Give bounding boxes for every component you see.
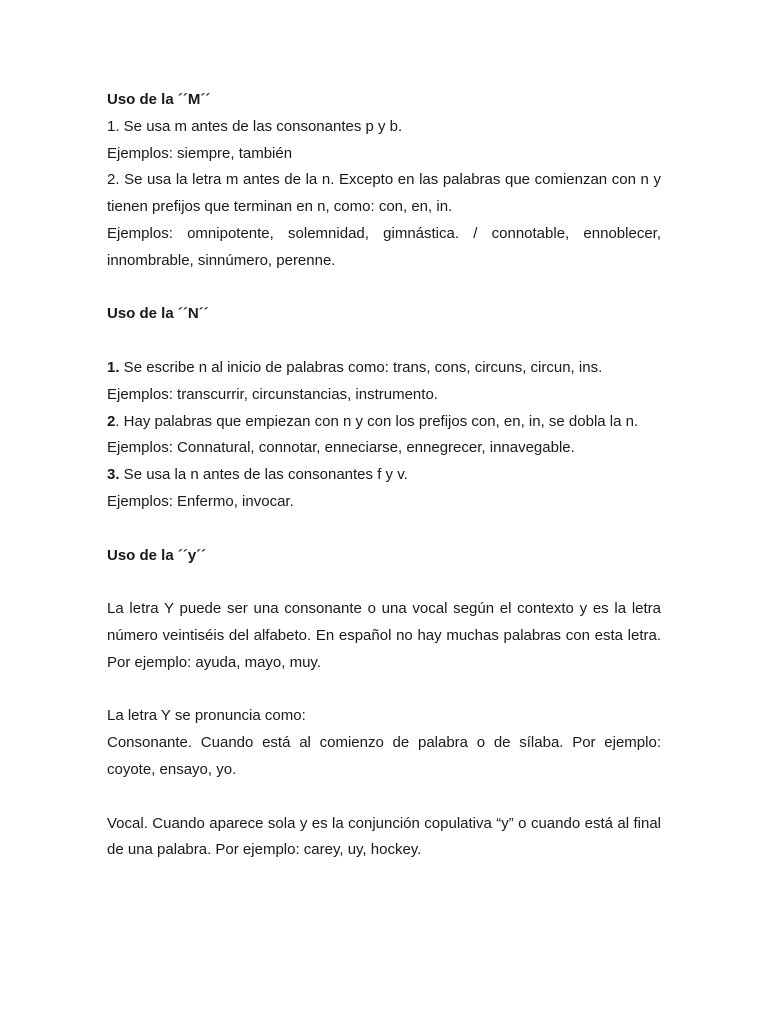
section-m-rule-1: 1. Se usa m antes de las consonantes p y b. bbox=[107, 117, 403, 135]
section-n-heading: Uso de la ´´N´´ bbox=[107, 305, 209, 323]
section-y-paragraph-1-line-1: La letra Y puede ser una consonante o una vocal según el contexto y es la letra bbox=[107, 600, 661, 618]
section-y-heading: Uso de la ´´y´´ bbox=[107, 546, 207, 564]
section-m-rule-2-line-2: tienen prefijos que terminan en n, como: con, en, in. bbox=[107, 198, 453, 216]
spacer bbox=[107, 516, 661, 543]
section-y-paragraph-2-line-2: Consonante. Cuando está al comienzo de palabra o de sílaba. Por ejemplo: bbox=[107, 734, 661, 752]
rule-number: 1. bbox=[107, 358, 120, 376]
section-y-paragraph-2-line-3: coyote, ensayo, yo. bbox=[107, 760, 237, 778]
section-m-rule-2-line-1: 2. Se usa la letra m antes de la n. Excepto en las palabras que comienzan con n y bbox=[107, 171, 661, 189]
spacer bbox=[107, 677, 661, 704]
rule-number: 3. bbox=[107, 466, 120, 484]
section-n-rule-1 bbox=[107, 355, 661, 382]
section-m-examples-2-line-2: innombrable, sinnúmero, perenne. bbox=[107, 251, 336, 269]
section-y-paragraph-3-line-2: de una palabra. Por ejemplo: carey, uy, hockey. bbox=[107, 841, 422, 859]
section-m-examples-1: Ejemplos: siempre, también bbox=[107, 144, 293, 162]
section-n-examples-1: Ejemplos: transcurrir, circunstancias, instrumento. bbox=[107, 385, 438, 403]
section-y-paragraph-3-line-1: Vocal. Cuando aparece sola y es la conjunción copulativa “y” o cuando está al final bbox=[107, 814, 661, 832]
spacer bbox=[107, 569, 661, 596]
document-page bbox=[107, 87, 661, 864]
section-y-paragraph-1-line-3: Por ejemplo: ayuda, mayo, muy. bbox=[107, 653, 321, 671]
rule-number: 2 bbox=[107, 412, 116, 430]
section-m-examples-2-line-1: Ejemplos: omnipotente, solemnidad, gimnástica. / connotable, ennoblecer, bbox=[107, 224, 661, 242]
section-m-heading: Uso de la ´´M´´ bbox=[107, 91, 211, 108]
section-n-rule-2 bbox=[107, 409, 661, 436]
section-n-examples-2: Ejemplos: Connatural, connotar, enneciarse, ennegrecer, innavegable. bbox=[107, 439, 575, 457]
rule-text: Se usa la n antes de las consonantes f y v. bbox=[119, 466, 408, 484]
rule-text: Se escribe n al inicio de palabras como: trans, cons, circuns, circun, ins. bbox=[119, 358, 603, 376]
section-n-rule-3 bbox=[107, 462, 661, 489]
section-n-examples-3: Ejemplos: Enfermo, invocar. bbox=[107, 492, 294, 510]
spacer bbox=[107, 784, 661, 811]
rule-text: . Hay palabras que empiezan con n y con los prefijos con, en, in, se dobla la n. bbox=[115, 412, 639, 430]
section-y-paragraph-2-line-1: La letra Y se pronuncia como: bbox=[107, 707, 306, 725]
spacer bbox=[107, 328, 661, 355]
spacer bbox=[107, 275, 661, 302]
section-y-paragraph-1-line-2: número veintiséis del alfabeto. En español no hay muchas palabras con esta letra. bbox=[107, 626, 661, 644]
